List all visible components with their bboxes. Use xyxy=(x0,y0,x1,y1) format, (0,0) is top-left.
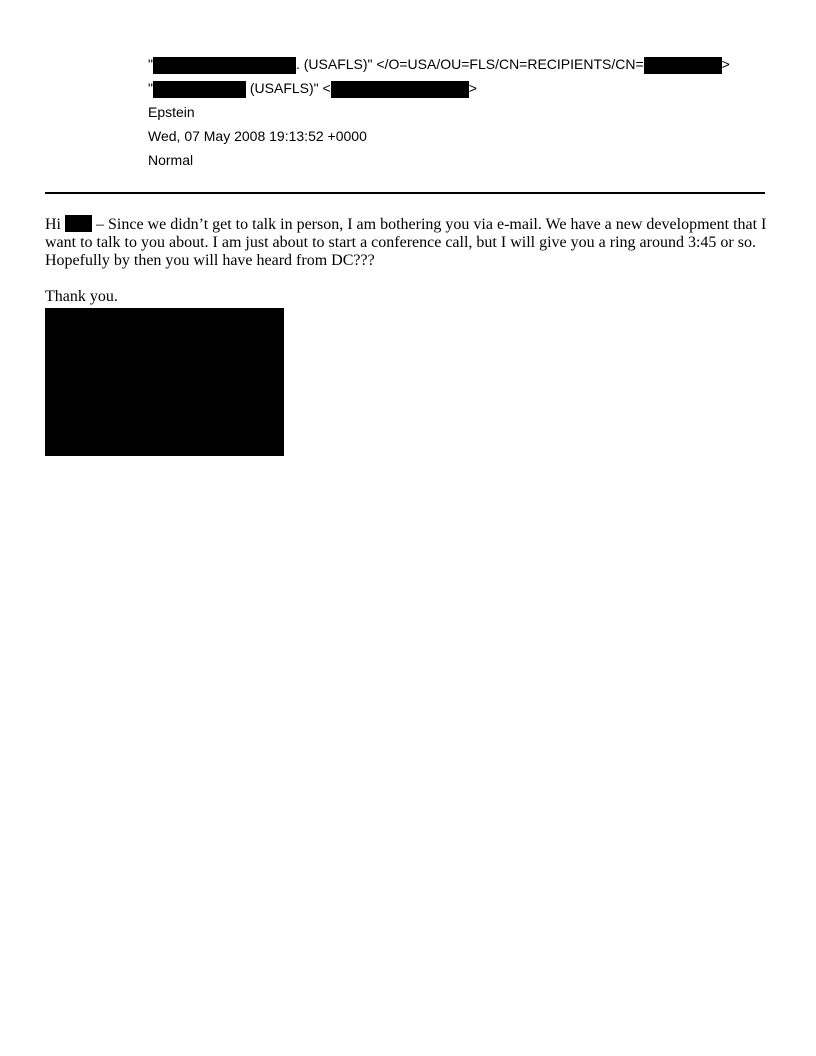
subject-value: Epstein xyxy=(148,104,195,120)
redaction-from-cn xyxy=(644,57,722,74)
message-text: – Since we didn’t get to talk in person, I am bothering you via e-mail. We have a new development that I want to talk to you about. I am just about to start a conference call, but I will give you a ring around 3:45 or so. Hopefully by then you will have heard from DC??? xyxy=(45,216,767,269)
closing: Thank you. xyxy=(45,288,118,305)
from-value xyxy=(148,55,730,74)
to-address: (USAFLS)" < xyxy=(245,80,331,96)
greeting: Hi xyxy=(45,216,61,233)
date-value: Wed, 07 May 2008 19:13:52 +0000 xyxy=(148,128,367,144)
redaction-to-email xyxy=(331,81,469,98)
to-value xyxy=(148,79,477,98)
from-quote: " xyxy=(148,56,153,72)
from-address: . (USAFLS)" </O=USA/OU=FLS/CN=RECIPIENTS/CN= xyxy=(295,56,644,72)
redaction-signature-block xyxy=(45,308,284,456)
importance-value: Normal xyxy=(148,152,194,168)
message-paragraph xyxy=(45,215,773,270)
redaction-to-name xyxy=(153,81,246,98)
header-divider xyxy=(45,192,765,194)
redaction-from-name xyxy=(153,57,296,74)
from-end: > xyxy=(721,56,730,72)
redaction-recipient-name xyxy=(65,215,92,232)
to-end: > xyxy=(468,80,477,96)
message-body xyxy=(45,215,773,306)
to-quote: " xyxy=(148,80,153,96)
